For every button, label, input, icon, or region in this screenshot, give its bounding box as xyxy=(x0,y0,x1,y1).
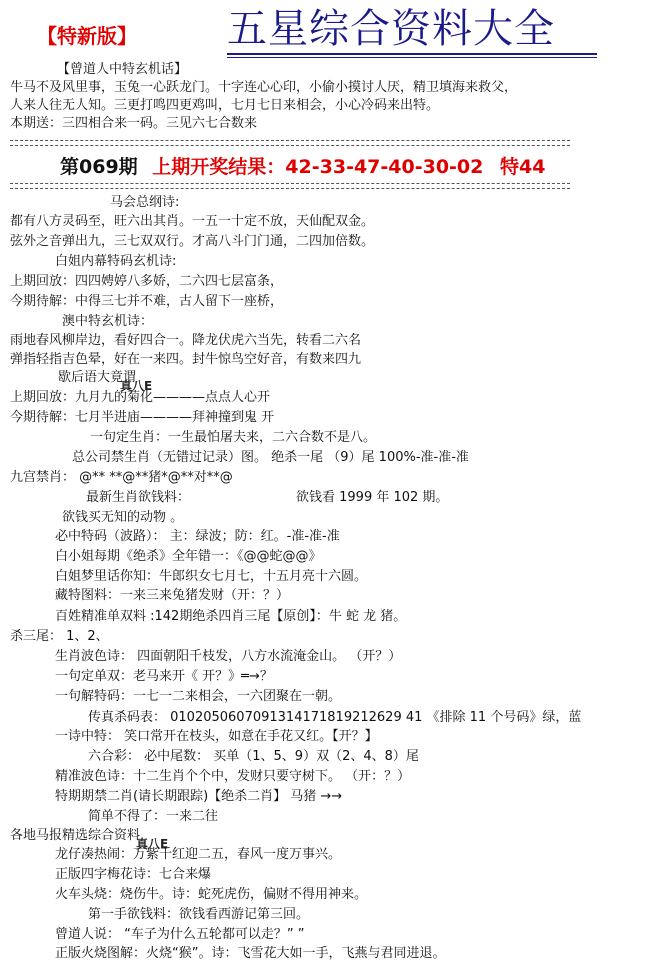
text-line: 一句定单双：老马来开《 开？》═→？ xyxy=(55,669,273,684)
issue-banner xyxy=(60,155,545,179)
text-line: 龙仔凑热闹：万紫千红迎二五，春风一度万事兴。 xyxy=(55,847,342,862)
issue-number: 第069期 xyxy=(60,156,138,178)
intro-line: 本期送：三四相合来一码。三见六七合数来 xyxy=(10,116,258,131)
text-line: 六合彩： 必中尾数： 买单（1、5、9）双（2、4、8）尾 xyxy=(88,749,419,764)
intro-heading: 【曾道人中特玄机话】 xyxy=(57,62,188,77)
title-underline xyxy=(227,53,597,55)
text-line: 百姓精准单双料 :142期绝杀四肖三尾【原创】：牛 蛇 龙 猪。 xyxy=(55,609,407,624)
text-line: 上期回放：九月九的菊化————点点人心开 xyxy=(10,390,271,405)
text-line: 一句定生肖：一生最怕屠夫来，二六合数不是八。 xyxy=(90,430,377,445)
text-line: 一句解特码：一七一二来相会，一六团聚在一朝。 xyxy=(55,689,342,704)
text-line: 藏特图料：一来三来兔猪发财（开：？） xyxy=(55,588,290,603)
text-line: 今期待解：中得三七并不难，古人留下一座桥， xyxy=(10,294,284,309)
text-line: 一诗中特： 笑口常开在枝头，如意在手花又红。【开？】 xyxy=(55,729,378,744)
text-line: 正版四字梅花诗：七合来爆 xyxy=(55,867,212,882)
text-line: 各地马报精选综合资料 xyxy=(10,828,141,843)
page-title: 五星综合资料大全 xyxy=(227,6,555,52)
text-line: 澳中特玄机诗： xyxy=(62,314,154,329)
text-line: 正版火烧图解：火烧“猴”。诗：飞雪花大如一手，飞燕与君同进退。 xyxy=(55,946,446,961)
text-line: 生肖波色诗： 四面朝阳千枝发，八方水流淹金山。 （开？） xyxy=(55,649,402,664)
text-line: 总公司禁生肖（无错过记录）图。 绝杀一尾 （9）尾 100%-准-准-准 xyxy=(72,450,469,465)
text-line: 歇后语大竟谓 xyxy=(58,370,137,385)
title-underline-thin xyxy=(227,57,597,58)
last-draw-result: 上期开奖结果：42-33-47-40-30-02 xyxy=(152,156,484,178)
text-line: 都有八方灵码至，旺六出其肖。一五一十定不放，天仙配双金。 xyxy=(10,214,375,229)
text-line: 传真杀码表： 0102050607091314171819212629 41 《排除 11 个号码》绿，蓝 xyxy=(88,710,582,725)
special-number: 特44 xyxy=(500,156,546,178)
text-line: 九宫禁肖： @** **@**猪*@**对**@ xyxy=(10,470,233,485)
text-line: 马会总纲诗: xyxy=(110,195,180,210)
edition-badge: 【特新版】 xyxy=(37,24,137,48)
text-line: 精准波色诗：十二生肖个个中，发财只要守树下。 （开：？） xyxy=(55,769,411,784)
text-line: 曾道人说： “车子为什么五轮都可以走？” ” xyxy=(55,927,305,942)
text-line: 必中特码（波路）： 主：绿波；防：红。-准-准-准 xyxy=(55,529,340,544)
text-line: 简单不得了：一来二往 xyxy=(88,809,219,824)
dashed-separator xyxy=(10,145,570,146)
text-line: 白小姐每期《绝杀》全年错一：《@@蛇@@》 xyxy=(55,549,322,564)
text-line: 第一手欲钱料：欲钱看西游记第三回。 xyxy=(88,907,310,922)
text-line: 火车头烧：烧伤牛。诗：蛇死虎伤，偏财不得用神来。 xyxy=(55,887,368,902)
dashed-separator xyxy=(10,188,570,189)
intro-line: 牛马不及风里事，玉兔一心跃龙门。十字连心心印，小偷小摸讨人厌，精卫填海来救父， xyxy=(10,80,518,95)
text-line: 雨地春风柳岸边，看好四合一。降龙伏虎六当先，转看二六名 xyxy=(10,333,362,348)
dashed-separator xyxy=(10,140,570,141)
text-line: 特期期禁二肖(请长期跟踪)【绝杀二肖】 马猪 →→ xyxy=(55,789,343,804)
text-line: 白姐内幕特码玄机诗: xyxy=(55,254,177,269)
overlay-stamp: 真八E xyxy=(120,379,153,393)
text-line: 今期待解：七月半进庙————拜神撞到鬼 开 xyxy=(10,410,275,425)
text-line: 上期回放：四四娉婷八多娇，二六四七层富条， xyxy=(10,274,284,289)
text-line: 弹指轻指吉色晕，好在一来四。封牛惊鸟空好音，有数来四九 xyxy=(10,352,362,367)
text-line: 欲钱买无知的动物 。 xyxy=(62,510,184,525)
text-line: 白姐梦里话你知：牛郎织女七月七，十五月亮十六圆。 xyxy=(55,569,368,584)
text-line: 弦外之音弹出九，三七双双行。才高八斗门门通，二四加倍数。 xyxy=(10,234,375,249)
intro-line: 人来人往无人知。三更打鸣四更鸡叫，七月七日来相会，小心冷码来出特。 xyxy=(10,98,440,113)
text-line: 最新生肖欲钱料： xyxy=(86,490,191,505)
overlay-stamp: 真八E xyxy=(136,837,169,851)
dashed-separator xyxy=(10,183,570,184)
text-line: 欲钱看 1999 年 102 期。 xyxy=(296,490,449,505)
text-line: 杀三尾： 1、2、 xyxy=(10,629,109,644)
